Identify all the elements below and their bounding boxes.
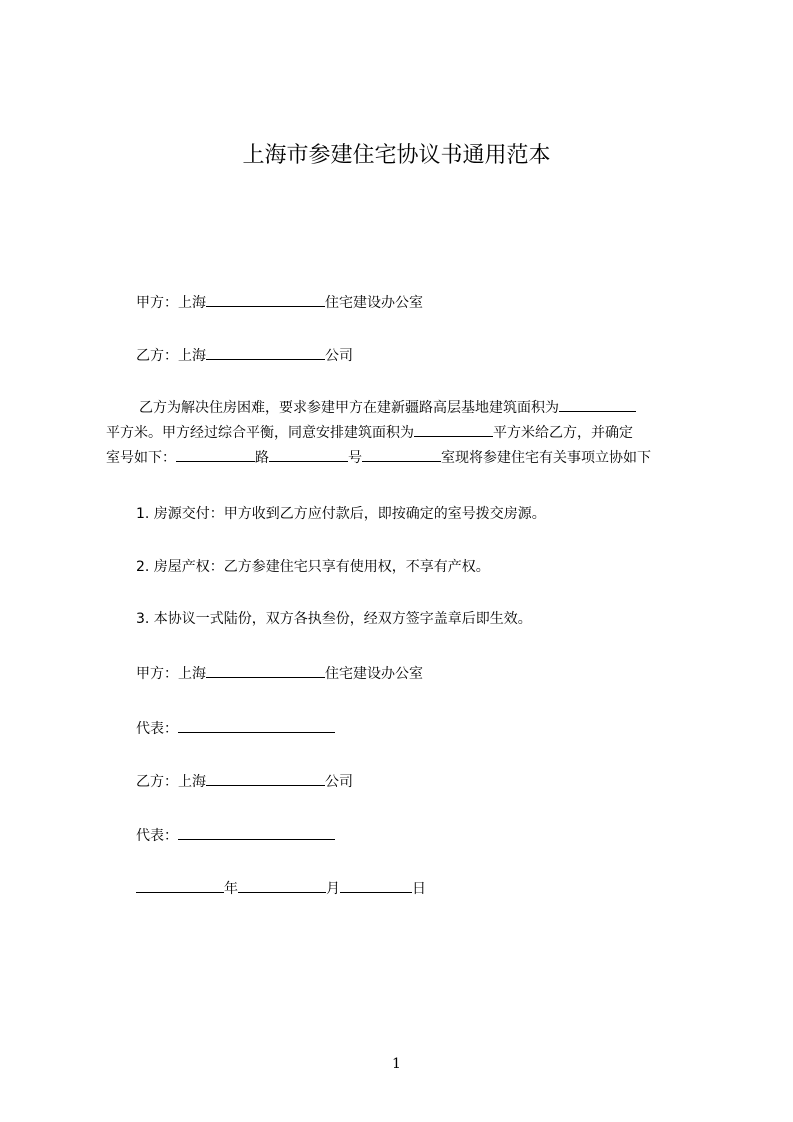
blank-field[interactable]	[206, 663, 325, 678]
number-blank[interactable]	[269, 447, 348, 462]
representative-a-blank[interactable]	[178, 718, 335, 733]
party-b-line	[136, 345, 353, 365]
representative-b	[136, 825, 335, 845]
representative-a-label: 代表：	[136, 721, 178, 737]
clause-3: 3. 本协议一式陆份，双方各执叁份，经双方签字盖章后即生效。	[136, 611, 532, 627]
year-blank[interactable]	[136, 878, 224, 893]
body-row-1	[106, 396, 706, 421]
body-text: 平方米给乙方，并确定	[493, 425, 633, 441]
day-blank[interactable]	[340, 878, 412, 893]
signature-party-a-prefix: 甲方：上海	[136, 666, 206, 682]
body-text: 号	[348, 450, 362, 466]
blank-field[interactable]	[206, 771, 325, 786]
body-paragraph	[106, 396, 706, 471]
page-number: 1	[392, 1056, 401, 1072]
blank-field[interactable]	[206, 345, 325, 360]
party-b-prefix: 乙方：上海	[136, 348, 206, 364]
signature-party-b-suffix: 公司	[325, 774, 353, 790]
body-text: 路	[255, 450, 269, 466]
signature-party-b-prefix: 乙方：上海	[136, 774, 206, 790]
blank-field[interactable]	[206, 292, 325, 307]
body-text: 室现将参建住宅有关事项立协如下	[441, 450, 651, 466]
body-row-2	[106, 421, 706, 446]
body-text: 乙方为解决住房困难，要求参建甲方在建新疆路高层基地建筑面积为	[139, 400, 559, 416]
document-title: 上海市参建住宅协议书通用范本	[242, 143, 551, 168]
month-label: 月	[326, 881, 340, 897]
party-b-suffix: 公司	[325, 348, 353, 364]
representative-b-blank[interactable]	[178, 825, 335, 840]
body-text: 平方米。甲方经过综合平衡，同意安排建筑面积为	[106, 425, 414, 441]
clause-1: 1. 房源交付：甲方收到乙方应付款后，即按确定的室号拨交房源。	[136, 506, 546, 522]
signature-party-a-suffix: 住宅建设办公室	[325, 666, 423, 682]
signature-party-b	[136, 771, 353, 791]
clause-2: 2. 房屋产权：乙方参建住宅只享有使用权，不享有产权。	[136, 559, 490, 575]
month-blank[interactable]	[238, 878, 326, 893]
representative-a	[136, 718, 335, 738]
area-blank[interactable]	[414, 422, 493, 437]
year-label: 年	[224, 881, 238, 897]
area-blank[interactable]	[559, 397, 636, 412]
body-text: 室号如下：	[106, 450, 176, 466]
signature-party-a	[136, 663, 423, 683]
party-a-prefix: 甲方：上海	[136, 295, 206, 311]
party-a-line	[136, 292, 423, 312]
date-line	[136, 878, 426, 898]
body-row-3	[106, 446, 706, 471]
day-label: 日	[412, 881, 426, 897]
road-blank[interactable]	[176, 447, 255, 462]
room-blank[interactable]	[362, 447, 441, 462]
party-a-suffix: 住宅建设办公室	[325, 295, 423, 311]
representative-b-label: 代表：	[136, 828, 178, 844]
